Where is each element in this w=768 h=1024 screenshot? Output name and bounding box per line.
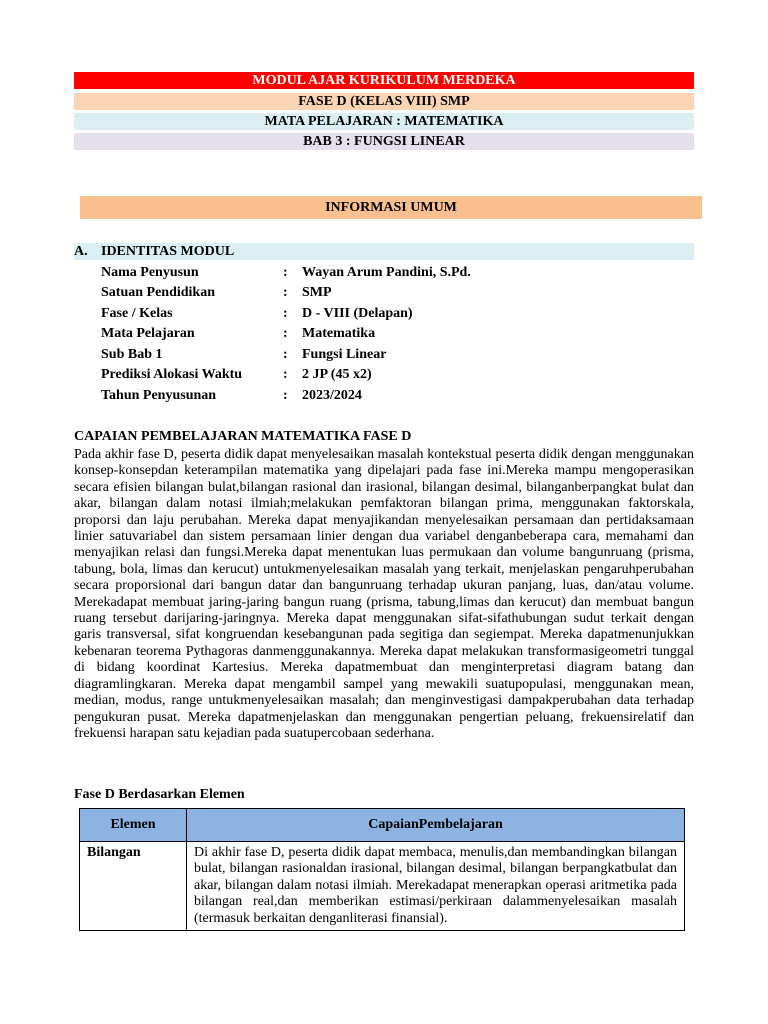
table-row xyxy=(80,842,685,931)
identity-colon: : xyxy=(283,265,288,280)
identity-label: Prediksi Alokasi Waktu xyxy=(101,367,243,382)
section-letter: A. xyxy=(74,244,88,259)
identity-colon: : xyxy=(283,388,288,403)
identity-colon: : xyxy=(283,347,288,362)
section-heading-informasi-umum: INFORMASI UMUM xyxy=(80,196,702,219)
capaian-table xyxy=(79,808,685,931)
fase-elemen-heading: Fase D Berdasarkan Elemen xyxy=(74,787,245,802)
capaian-cell: Di akhir fase D, peserta didik dapat membaca, menulis,dan membandingkan bilangan bulat, bilangan rasionaldan irasional, bilangan desimal, bilangan berpangkatbulat dan akar, bilangan dalam notasi ilmiah. Merekadapat menerapkan operasi aritmetika pada bilangan real,dan memberikan estimasi/perkiraan dalammenyelesaikan masalah (termasuk berkaitan denganliterasi finansial). xyxy=(187,842,685,931)
title-band-subject: MATA PELAJARAN : MATEMATIKA xyxy=(74,113,694,130)
column-header-elemen: Elemen xyxy=(80,809,187,842)
elemen-cell: Bilangan xyxy=(80,842,187,931)
title-band-chapter: BAB 3 : FUNGSI LINEAR xyxy=(74,133,694,150)
identity-value: 2023/2024 xyxy=(302,388,362,403)
section-heading-identitas-modul xyxy=(74,243,694,260)
title-band-module: MODUL AJAR KURIKULUM MERDEKA xyxy=(74,72,694,89)
identity-label: Fase / Kelas xyxy=(101,306,173,321)
capaian-heading: CAPAIAN PEMBELAJARAN MATEMATIKA FASE D xyxy=(74,429,412,444)
identity-label: Sub Bab 1 xyxy=(101,347,163,362)
identity-colon: : xyxy=(283,306,288,321)
identity-value: D - VIII (Delapan) xyxy=(302,306,413,321)
capaian-paragraph: Pada akhir fase D, peserta didik dapat menyelesaikan masalah kontekstual peserta didik dengan menggunakan konsep-konsepdan keterampilan matematika yang dipelajari pada fase ini.Mereka mampu mengoperasikan secara efisien bilangan bulat,bilangan rasional dan irasional, bilangan desimal, bilanganberpangkat bulat dan akar, bilangan dalam notasi ilmiah;melakukan pemfaktoran bilangan prima, menggunakan faktorskala, proporsi dan laju perubahan. Mereka dapat menyajikandan menyelesaikan persamaan dan pertidaksamaan linier satuvariabel dan sistem persamaan linier dengan dua variabel denganbeberapa cara, memahami dan menyajikan relasi dan fungsi.Mereka dapat menentukan luas permukaan dan volume bangunruang (prisma, tabung, bola, limas dan kerucut) untukmenyelesaikan masalah yang terkait, menjelaskan pengaruhperubahan secara proporsional dari bangun datar dan bangunruang terhadap ukuran panjang, luas, dan/atau volume. Merekadapat membuat jaring-jaring bangun ruang (prisma, tabung,limas dan kerucut) dan membuat bangun ruang tersebut darijaring-jaringnya. Mereka dapat menggunakan sifat-sifathubungan sudut terkait dengan garis transversal, sifat kongruendan kesebangunan pada segitiga dan segiempat. Mereka dapatmenunjukkan kebenaran teorema Pythagoras danmenggunakannya. Mereka dapat melakukan transformasigeometri tunggal di bidang koordinat Kartesius. Mereka dapatmembuat dan menginterpretasi diagram batang dan diagramlingkaran. Mereka dapat mengambil sampel yang mewakili suatupopulasi, menggunakan mean, median, modus, range untukmenyelesaikan masalah; dan menginvestigasi dampakperubahan data terhadap pengukuran pusat. Mereka dapatmenjelaskan dan menggunakan pengertian peluang, frekuensirelatif dan frekuensi harapan satu kejadian pada suatupercobaan sederhana. xyxy=(74,447,694,741)
identity-colon: : xyxy=(283,285,288,300)
section-title: IDENTITAS MODUL xyxy=(101,244,235,259)
identity-value: Wayan Arum Pandini, S.Pd. xyxy=(302,265,471,280)
identity-value: 2 JP (45 x2) xyxy=(302,367,372,382)
column-header-capaian: CapaianPembelajaran xyxy=(187,809,685,842)
identity-label: Tahun Penyusunan xyxy=(101,388,217,403)
identity-value: SMP xyxy=(302,285,332,300)
identity-label: Satuan Pendidikan xyxy=(101,285,215,300)
table-header-row xyxy=(80,809,685,842)
identity-colon: : xyxy=(283,367,288,382)
identity-value: Fungsi Linear xyxy=(302,347,387,362)
identity-label: Mata Pelajaran xyxy=(101,326,195,341)
identity-colon: : xyxy=(283,326,288,341)
title-band-phase: FASE D (KELAS VIII) SMP xyxy=(74,93,694,110)
identity-label: Nama Penyusun xyxy=(101,265,199,280)
identity-value: Matematika xyxy=(302,326,376,341)
